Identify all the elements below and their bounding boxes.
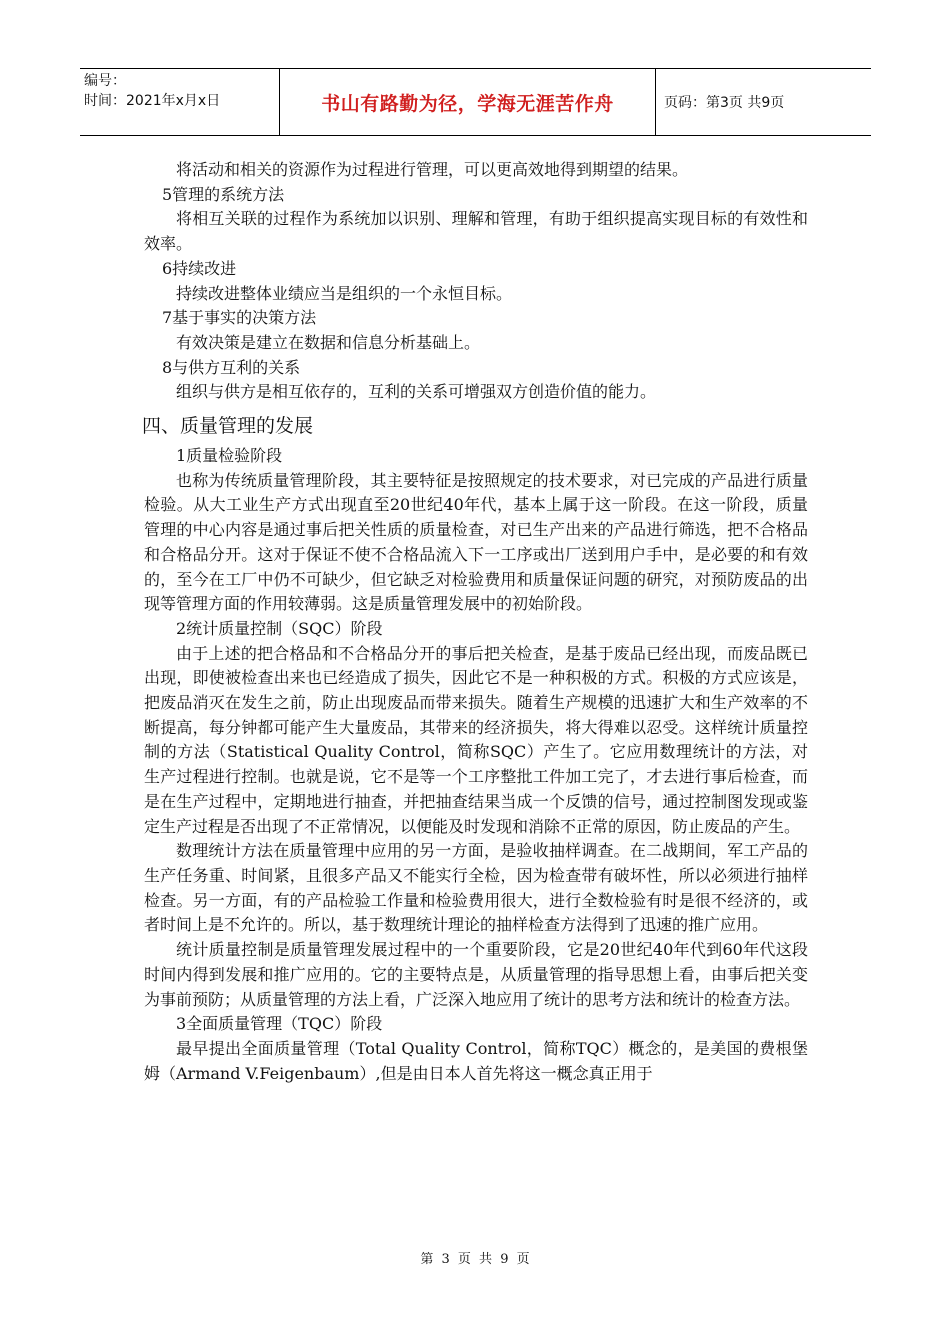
paragraph: 持续改进整体业绩应当是组织的一个永恒目标。 — [176, 283, 513, 303]
subsection-heading: 2统计质量控制（SQC）阶段 — [176, 618, 383, 638]
paragraph: 数理统计方法在质量管理中应用的另一方面，是验收抽样调查。在二战期间，军工产品的生产任务重、时间紧，且很多产品又不能实行全检，因为检查带有破坏性，所以必须进行抽样检查。另一方面，有的产品检验工作量和检验费用很大，进行全数检验有时是很不经济的，或者时间上是不允许的。所以，基于数理统计理论的抽样检查方法得到了迅速的推广应用。 — [144, 841, 808, 935]
list-heading: 6持续改进 — [162, 258, 237, 278]
section-heading: 四、质量管理的发展 — [142, 415, 314, 438]
header-motto: 书山有路勤为径，学海无涯苦作舟 — [321, 92, 614, 115]
header-motto-cell — [280, 69, 656, 135]
page-header — [80, 68, 871, 136]
list-heading: 8与供方互利的关系 — [162, 357, 301, 377]
paragraph: 也称为传统质量管理阶段，其主要特征是按照规定的技术要求，对已完成的产品进行质量检验。从大工业生产方式出现直至20世纪40年代，基本上属于这一阶段。在这一阶段，质量管理的中心内容是通过事后把关性质的质量检查，对已生产出来的产品进行筛选，把不合格品和合格品分开。这对于保证不使不合格品流入下一工序或出厂送到用户手中，是必要的和有效的，至今在工厂中仍不可缺少，但它缺乏对检验费用和质量保证问题的研究，对预防废品的出现等管理方面的作用较薄弱。这是质量管理发展中的初始阶段。 — [144, 470, 808, 614]
paragraph: 有效决策是建立在数据和信息分析基础上。 — [176, 332, 481, 352]
paragraph: 由于上述的把合格品和不合格品分开的事后把关检查，是基于废品已经出现，而废品既已出现，即使被检查出来也已经造成了损失，因此它不是一种积极的方式。积极的方式应该是，把废品消灭在发生之前，防止出现废品而带来损失。随着生产规模的迅速扩大和生产效率的不断提高，每分钟都可能产生大量废品，其带来的经济损失，将大得难以忍受。这样统计质量控制的方法（Statistical Quality Control，简称SQC）产生了。它应用数理统计的方法，对生产过程进行控制。也就是说，它不是等一个工序整批工件加工完了，才去进行事后检查，而是在生产过程中，定期地进行抽查，并把抽查结果当成一个反馈的信号，通过控制图发现或鉴定生产过程是否出现了不正常情况，以便能及时发现和消除不正常的原因，防止废品的产生。 — [144, 643, 808, 836]
paragraph: 组织与供方是相互依存的，互利的关系可增强双方创造价值的能力。 — [176, 382, 657, 402]
list-heading: 5管理的系统方法 — [162, 184, 285, 204]
subsection-heading: 3全面质量管理（TQC）阶段 — [176, 1014, 383, 1034]
paragraph: 将活动和相关的资源作为过程进行管理，可以更高效地得到期望的结果。 — [176, 160, 689, 179]
header-meta — [80, 69, 280, 135]
document-number-label: 编号： — [84, 73, 126, 89]
document-date: 时间：2021年x月x日 — [84, 93, 221, 109]
paragraph: 将相互关联的过程作为系统加以识别、理解和管理，有助于组织提高实现目标的有效性和效率。 — [144, 209, 808, 254]
paragraph: 最早提出全面质量管理（Total Quality Control，简称TQC）概念的，是美国的费根堡姆（Armand V.Feigenbaum）,但是由日本人首先将这一概念真正用于 — [144, 1038, 808, 1083]
subsection-heading: 1质量检验阶段 — [176, 446, 283, 466]
page-footer: 第 3 页 共 9 页 — [420, 1252, 530, 1267]
header-page-info: 页码：第3页 共9页 — [664, 95, 785, 111]
document-body — [144, 158, 808, 1086]
list-heading: 7基于事实的决策方法 — [162, 308, 317, 328]
paragraph: 统计质量控制是质量管理发展过程中的一个重要阶段，它是20世纪40年代到60年代这段时间内得到发展和推广应用的。它的主要特点是，从质量管理的指导思想上看，由事后把关变为事前预防；从质量管理的方法上看，广泛深入地应用了统计的思考方法和统计的检查方法。 — [144, 940, 808, 1009]
